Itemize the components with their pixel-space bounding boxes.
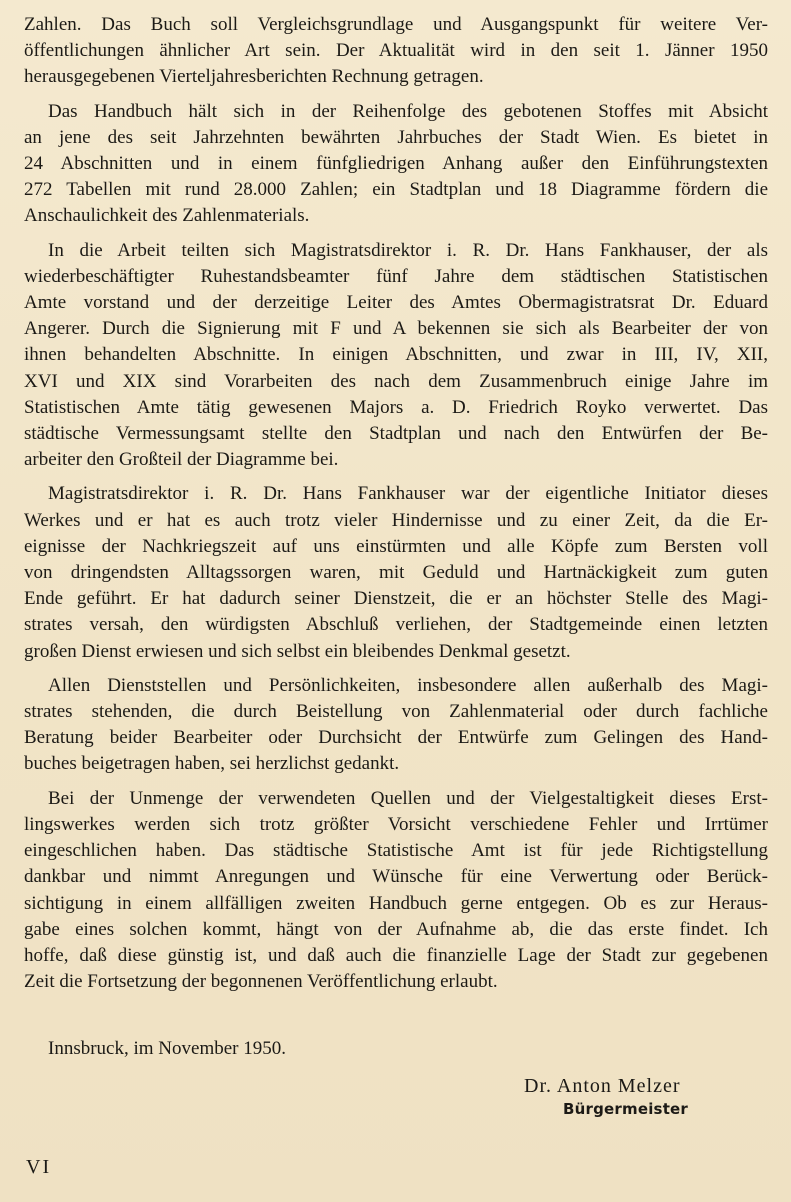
paragraph-continuation [24, 12, 768, 91]
text-line: eignisse der Nachkriegszeit auf uns einstürmten und alle Köpfe zum Bersten voll [24, 535, 768, 557]
text-line: hoffe, daß diese günstig ist, und daß auch die finanzielle Lage der Stadt zur gegebenen [24, 944, 768, 966]
text-line: ihnen behandelten Abschnitte. In einigen Abschnitten, und zwar in III, IV, XII, [24, 344, 768, 366]
text-line: Ende geführt. Er hat dadurch seiner Dienstzeit, die er an höchster Stelle des Magi- [24, 588, 768, 610]
text-line: Zeit die Fortsetzung der begonnenen Veröffentlichung erlaubt. [24, 971, 498, 993]
text-line: Allen Dienststellen und Persönlichkeiten, insbesondere allen außerhalb des Magi- [48, 674, 768, 696]
place-date: Innsbruck, im November 1950. [48, 1038, 286, 1059]
text-line: Anschaulichkeit des Zahlenmaterials. [24, 205, 310, 227]
text-line: von dringendsten Alltagssorgen waren, mit Geduld und Hartnäckigkeit zum guten [24, 562, 768, 584]
text-line: 272 Tabellen mit rund 28.000 Zahlen; ein Stadtplan und 18 Diagramme fördern die [24, 179, 768, 201]
text-line: sichtigung in einem allfälligen zweiten Handbuch gerne entgegen. Ob es zur Heraus- [24, 892, 768, 914]
text-line: Das Handbuch hält sich in der Reihenfolge des gebotenen Stoffes mit Absicht [48, 100, 768, 122]
signature-name: Dr. Anton Melzer [524, 1075, 681, 1097]
text-line: Statistischen Amte tätig gewesenen Majors a. D. Friedrich Royko verwertet. Das [24, 396, 768, 418]
text-line: Werkes und er hat es auch trotz vieler Hindernisse und zu einer Zeit, da die Er- [24, 509, 768, 531]
text-line: Amte vorstand und der derzeitige Leiter des Amtes Obermagistratsrat Dr. Eduard [24, 292, 768, 314]
text-line: Angerer. Durch die Signierung mit F und A bekennen sie sich als Bearbeiter der von [24, 318, 768, 340]
text-line: dankbar und nimmt Anregungen und Wünsche für eine Verwertung oder Berück- [24, 866, 768, 888]
text-line: Magistratsdirektor i. R. Dr. Hans Fankhauser war der eigentliche Initiator dieses [48, 483, 768, 505]
body-text [24, 12, 768, 1003]
text-line: 24 Abschnitten und in einem fünfgliedrigen Anhang außer den Einführungstexten [24, 153, 768, 175]
text-line: Bei der Unmenge der verwendeten Quellen und der Vielgestaltigkeit dieses Erst- [48, 787, 768, 809]
signature-title: Bürgermeister [563, 1100, 689, 1118]
text-line: großen Dienst erwiesen und sich selbst ein bleibendes Denkmal gesetzt. [24, 640, 571, 662]
text-line: wiederbeschäftigter Ruhestandsbeamter fünf Jahre dem städtischen Statistischen [24, 265, 768, 287]
paragraph-initiator [24, 481, 768, 664]
text-line: XVI und XIX sind Vorarbeiten des nach dem Zusammenbruch einige Jahre im [24, 370, 768, 392]
text-line: städtische Vermessungsamt stellte den Stadtplan und nach den Entwürfen der Be- [24, 423, 768, 445]
text-line: buches beigetragen haben, sei herzlichst gedankt. [24, 753, 400, 775]
paragraph-handbook-structure [24, 99, 768, 230]
text-line: arbeiter den Großteil der Diagramme bei. [24, 449, 339, 471]
text-line: Zahlen. Das Buch soll Vergleichsgrundlage und Ausgangspunkt für weitere Ver- [24, 14, 768, 35]
text-line: gabe eines solchen kommt, hängt von der Aufnahme ab, die das erste findet. Ich [24, 918, 768, 940]
text-line: strates versah, den würdigsten Abschluß verliehen, der Stadtgemeinde einen letzten [24, 614, 768, 636]
paragraph-errata [24, 786, 768, 996]
paragraph-authors [24, 238, 768, 474]
text-line: öffentlichungen ähnlicher Art sein. Der Aktualität wird in den seit 1. Jänner 1950 [24, 40, 768, 62]
text-line: eingeschlichen haben. Das städtische Statistische Amt ist für jede Richtigstellung [24, 840, 768, 862]
text-line: lingswerkes werden sich trotz größter Vorsicht verschiedene Fehler und Irrtümer [24, 813, 768, 835]
page-number: VI [26, 1156, 52, 1178]
text-line: Beratung beider Bearbeiter oder Durchsicht der Entwürfe zum Gelingen des Hand- [24, 727, 768, 749]
text-line: strates stehenden, die durch Beistellung von Zahlenmaterial oder durch fachliche [24, 701, 768, 723]
text-line: In die Arbeit teilten sich Magistratsdirektor i. R. Dr. Hans Fankhauser, der als [48, 239, 768, 261]
text-line: herausgegebenen Vierteljahresberichten Rechnung getragen. [24, 66, 484, 88]
paragraph-acknowledgements [24, 673, 768, 778]
text-line: an jene des seit Jahrzehnten bewährten Jahrbuches der Stadt Wien. Es bietet in [24, 126, 768, 148]
